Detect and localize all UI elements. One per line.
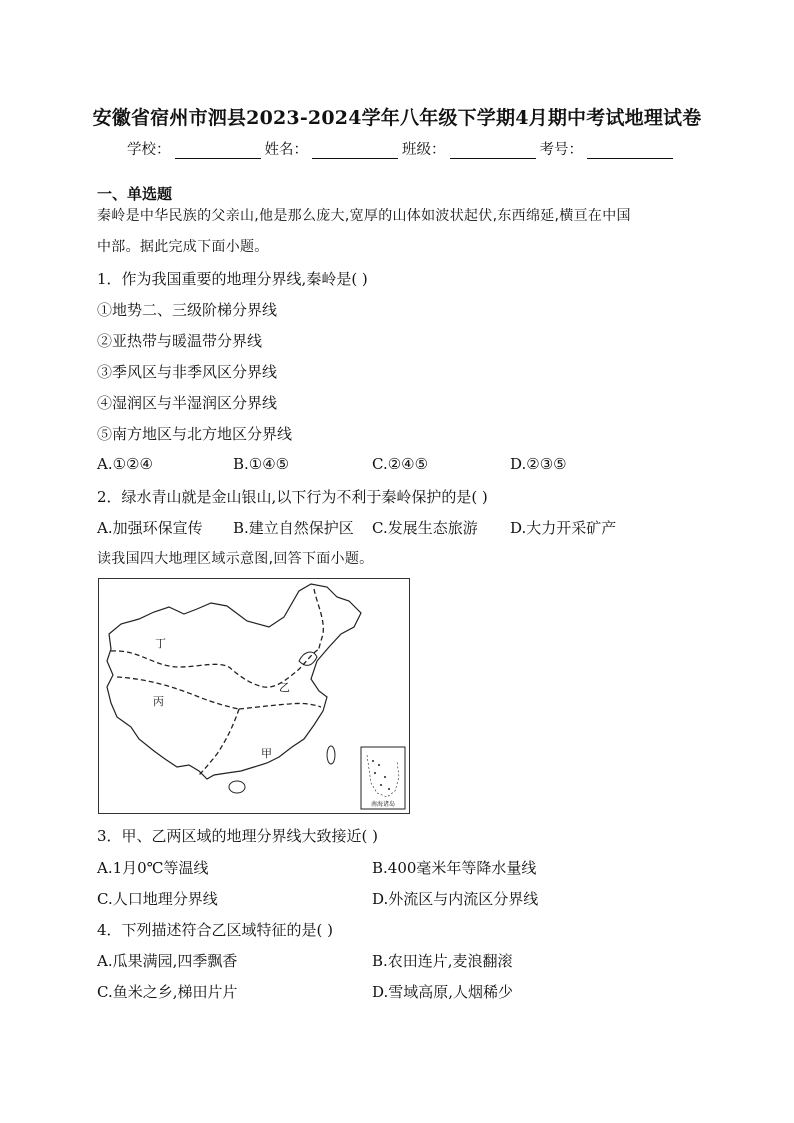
- map-label-ding: 丁: [155, 637, 166, 650]
- statement-5: ⑤南方地区与北方地区分界线: [97, 425, 293, 443]
- question-3-stem: 3．甲、乙两区域的地理分界线大致接近( ): [97, 827, 379, 845]
- section-heading: 一、单选题: [97, 185, 173, 203]
- statement-3: ③季风区与非季风区分界线: [97, 363, 278, 381]
- hainan-island: [229, 781, 245, 793]
- intro-paragraph-line-1: 秦岭是中华民族的父亲山,他是那么庞大,宽厚的山体如波状起伏,东西绵延,横亘在中国: [97, 208, 631, 224]
- student-info-row: [127, 138, 677, 159]
- intro-paragraph-line-2: 中部。据此完成下面小题。: [97, 239, 269, 255]
- q3-option-a[interactable]: A.1月0℃等温线: [97, 859, 209, 877]
- q4-option-a[interactable]: A.瓜果满园,四季飘香: [97, 952, 238, 970]
- bohai-coast: [299, 652, 317, 665]
- china-regions-map: [98, 578, 410, 814]
- q3-option-b[interactable]: B.400毫米年等降水量线: [372, 859, 537, 877]
- q1-option-b[interactable]: B.①④⑤: [233, 455, 290, 473]
- map-drawing: [99, 579, 409, 813]
- q2-option-c[interactable]: C.发展生态旅游: [372, 519, 478, 537]
- q2-option-a[interactable]: A.加强环保宣传: [97, 519, 203, 537]
- name-blank: [312, 142, 398, 159]
- name-label: 姓名：: [264, 142, 308, 158]
- q2-option-d[interactable]: D.大力开采矿产: [510, 519, 617, 537]
- school-label: 学校：: [127, 142, 171, 158]
- q1-option-a[interactable]: A.①②④: [97, 455, 153, 473]
- q3-option-d[interactable]: D.外流区与内流区分界线: [372, 890, 539, 908]
- boundary-qinghai-tibet: [117, 677, 239, 709]
- q2-option-b[interactable]: B.建立自然保护区: [233, 519, 354, 537]
- south-china-sea-inset: [361, 747, 405, 809]
- question-1-stem: 1．作为我国重要的地理分界线,秦岭是( ): [97, 270, 368, 288]
- inset-label: 南海诸岛: [371, 801, 396, 808]
- china-outline: [107, 584, 361, 779]
- question-4-stem: 4．下列描述符合乙区域特征的是( ): [97, 921, 334, 939]
- number-blank: [587, 142, 673, 159]
- question-2-stem: 2．绿水青山就是金山银山,以下行为不利于秦岭保护的是( ): [97, 488, 488, 506]
- map-label-yi: 乙: [279, 681, 290, 694]
- map-instruction: 读我国四大地理区域示意图,回答下面小题。: [97, 551, 374, 567]
- boundary-qinling: [239, 703, 321, 709]
- statement-1: ①地势二、三级阶梯分界线: [97, 301, 278, 319]
- q4-option-d[interactable]: D.雪域高原,人烟稀少: [372, 983, 514, 1001]
- school-blank: [175, 142, 261, 159]
- q4-option-b[interactable]: B.农田连片,麦浪翻滚: [372, 952, 513, 970]
- map-label-jia: 甲: [261, 747, 272, 760]
- statement-2: ②亚热带与暖温带分界线: [97, 332, 263, 350]
- q1-option-c[interactable]: C.②④⑤: [372, 455, 429, 473]
- class-blank: [450, 142, 536, 159]
- q3-option-c[interactable]: C.人口地理分界线: [97, 890, 218, 908]
- q1-option-d[interactable]: D.②③⑤: [510, 455, 567, 473]
- boundary-southwest: [199, 709, 239, 775]
- taiwan-island: [327, 746, 335, 764]
- class-label: 班级：: [402, 142, 446, 158]
- boundary-northeast: [314, 589, 323, 649]
- page-title: 安徽省宿州市泗县2023-2024学年八年级下学期4月期中考试地理试卷: [92, 107, 702, 129]
- q4-option-c[interactable]: C.鱼米之乡,梯田片片: [97, 983, 238, 1001]
- number-label: 考号：: [539, 142, 583, 158]
- map-label-bing: 丙: [153, 695, 164, 708]
- statement-4: ④湿润区与半湿润区分界线: [97, 394, 278, 412]
